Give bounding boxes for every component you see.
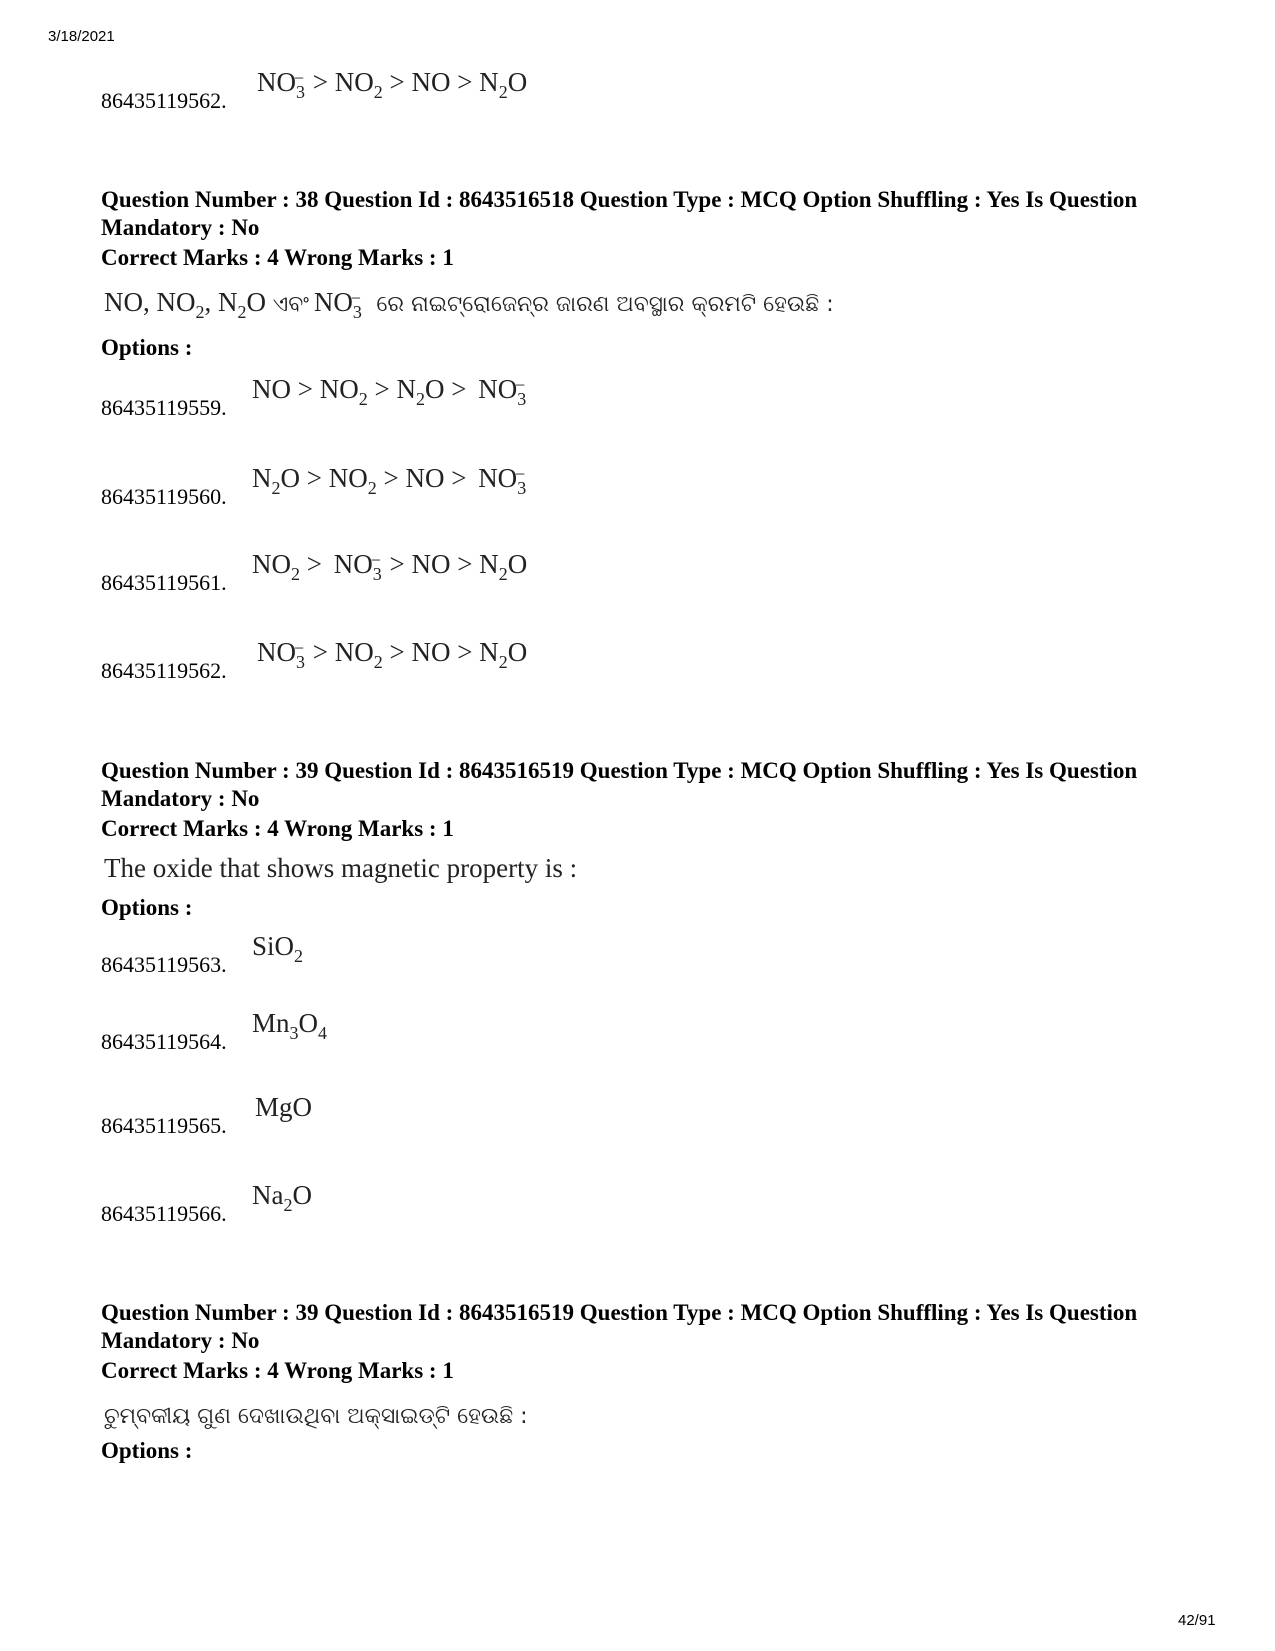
option bbox=[101, 464, 801, 508]
question-marks: Correct Marks : 4 Wrong Marks : 1 bbox=[101, 816, 454, 841]
option-formula: $N_2O > NO_2$ > NO > $NO_3$ − bbox=[252, 463, 527, 498]
option bbox=[101, 550, 801, 594]
option bbox=[101, 1093, 801, 1137]
nitrate-ion: $NO_3$ − bbox=[478, 374, 527, 409]
options-label: Options : bbox=[101, 1438, 193, 1463]
carryover-option bbox=[101, 68, 801, 112]
option-formula: SiO$_2$ bbox=[252, 931, 304, 966]
option-id: 86435119562. bbox=[101, 658, 227, 683]
nitrate-ion: $NO_3$ − bbox=[313, 287, 362, 322]
options-label: Options : bbox=[101, 335, 193, 360]
option-formula: $NO_3$ − > $NO_2$ > NO > $N_2O$ bbox=[257, 67, 528, 102]
option-id: 86435119560. bbox=[101, 484, 227, 509]
option-id: 86435119566. bbox=[101, 1201, 227, 1226]
question-marks: Correct Marks : 4 Wrong Marks : 1 bbox=[101, 1358, 454, 1383]
question-text: NO, $NO_2$, $N_2O$ $ଏବଂNO_3$ − ରେ ନାଇଟ୍ରୋଜେନ୍‌ର ଜାରଣ ଅବସ୍ଥାର କ୍ରମଟି ହେଉଛି : bbox=[104, 287, 834, 322]
question-meta: Question Number : 38 Question Id : 8643516518 Question Type : MCQ Option Shuffling : Yes Is Question Mandatory : No bbox=[101, 187, 1138, 240]
option bbox=[101, 375, 801, 419]
option-id: 86435119565. bbox=[101, 1113, 227, 1138]
option-formula: $Mn_3O_4$ bbox=[252, 1008, 328, 1043]
option-formula: MgO bbox=[255, 1092, 313, 1122]
option bbox=[101, 638, 801, 682]
option bbox=[101, 1181, 801, 1225]
question-text: The oxide that shows magnetic property is : bbox=[104, 853, 578, 883]
option-id: 86435119561. bbox=[101, 570, 227, 595]
option-id: 86435119559. bbox=[101, 395, 227, 420]
option-id: 86435119563. bbox=[101, 952, 227, 977]
nitrate-ion: $NO_3$ − bbox=[257, 637, 305, 672]
option bbox=[101, 1009, 801, 1053]
option bbox=[101, 932, 801, 976]
option-id: 86435119564. bbox=[101, 1029, 227, 1054]
question-text: ଚୁମ୍ବକୀୟ ଗୁଣ ଦେଖାଉଥିବା ଅକ୍ସାଇଡ୍‌ଟି ହେଉଛି : bbox=[104, 1404, 528, 1429]
option-formula: NO > $NO_2 > N_2O > NO_3$ − bbox=[252, 374, 527, 409]
page-number: 42/91 bbox=[1178, 1612, 1216, 1629]
option-formula: $NO_2 > NO_3$ − > NO > $N_2O$ bbox=[252, 549, 528, 584]
question-meta: Question Number : 39 Question Id : 8643516519 Question Type : MCQ Option Shuffling : Yes Is Question Mandatory : No bbox=[101, 1300, 1138, 1353]
option-formula: $NO_3$ − > $NO_2$ > NO > $N_2O$ bbox=[257, 637, 528, 672]
nitrate-ion: $NO_3$ − bbox=[478, 463, 527, 498]
option-formula: $Na_2O$ bbox=[252, 1180, 312, 1215]
question-marks: Correct Marks : 4 Wrong Marks : 1 bbox=[101, 245, 454, 270]
nitrate-ion: $NO_3$ − bbox=[257, 67, 305, 102]
option-id: 86435119562. bbox=[101, 88, 227, 113]
nitrate-ion: $NO_3$ − bbox=[333, 549, 382, 584]
options-label: Options : bbox=[101, 895, 193, 920]
question-meta: Question Number : 39 Question Id : 8643516519 Question Type : MCQ Option Shuffling : Yes Is Question Mandatory : No bbox=[101, 758, 1138, 811]
print-date: 3/18/2021 bbox=[48, 28, 115, 45]
